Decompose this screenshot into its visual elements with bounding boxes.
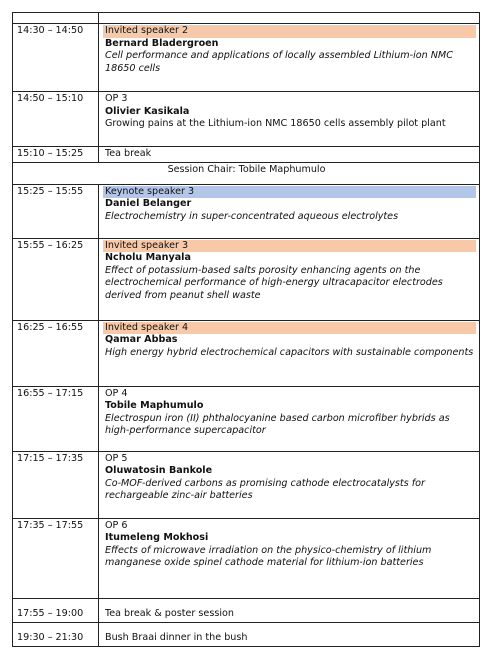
session-tag: OP 4	[105, 387, 128, 399]
time-cell: 17:35 – 17:55	[13, 518, 99, 598]
schedule-table	[12, 12, 480, 647]
table-row	[13, 24, 480, 92]
speaker-name: Daniel Belanger	[105, 198, 192, 209]
talk-title: High energy hybrid electrochemical capacitors with sustainable components	[105, 346, 474, 358]
table-row	[13, 238, 480, 320]
talk-title: Electrospun iron (II) phthalocyanine based carbon microfiber hybrids as high-performance supercapacitor	[105, 412, 450, 436]
table-row	[13, 598, 480, 622]
time-cell: 15:25 – 15:55	[13, 184, 99, 238]
time-cell: 15:10 – 15:25	[13, 147, 99, 163]
event-label: Bush Braai dinner in the bush	[105, 632, 248, 643]
talk-title: Electrochemistry in super-concentrated aqueous electrolytes	[105, 210, 399, 222]
table-row	[13, 386, 480, 451]
table-row	[13, 92, 480, 147]
talk-title: Effects of microwave irradiation on the physico-chemistry of lithium manganese oxide spinel cathode material for lithium-ion batteries	[105, 544, 432, 568]
speaker-name: Oluwatosin Bankole	[105, 465, 213, 476]
table-row	[13, 13, 480, 24]
speaker-name: Itumeleng Mokhosi	[105, 532, 209, 543]
time-cell: 16:25 – 16:55	[13, 320, 99, 386]
content-cell	[99, 238, 480, 320]
session-tag: Keynote speaker 3	[103, 186, 476, 199]
session-tag: OP 5	[105, 452, 128, 464]
content-cell	[99, 518, 480, 598]
content-cell	[99, 13, 480, 24]
session-tag: OP 3	[105, 93, 128, 104]
content-cell	[99, 622, 480, 646]
table-row	[13, 451, 480, 518]
time-cell: 15:55 – 16:25	[13, 238, 99, 320]
content-cell	[99, 386, 480, 451]
session-tag: Invited speaker 4	[103, 322, 476, 335]
table-row	[13, 622, 480, 646]
talk-title: Growing pains at the Lithium-ion NMC 18650 cells assembly pilot plant	[105, 118, 446, 129]
break-label: Tea break	[105, 148, 152, 159]
break-label: Tea break & poster session	[105, 608, 234, 619]
content-cell	[99, 24, 480, 92]
table-row	[13, 147, 480, 163]
time-cell: 14:50 – 15:10	[13, 92, 99, 147]
content-cell	[99, 598, 480, 622]
time-cell	[13, 13, 99, 24]
time-cell: 16:55 – 17:15	[13, 386, 99, 451]
time-cell: 17:55 – 19:00	[13, 598, 99, 622]
content-cell	[99, 320, 480, 386]
time-cell: 14:30 – 14:50	[13, 24, 99, 92]
session-tag: Invited speaker 3	[103, 240, 476, 253]
talk-title: Cell performance and applications of locally assembled Lithium-ion NMC 18650 cells	[105, 50, 453, 74]
content-cell	[99, 92, 480, 147]
table-row	[13, 320, 480, 386]
time-cell: 19:30 – 21:30	[13, 622, 99, 646]
speaker-name: Tobile Maphumulo	[105, 400, 204, 411]
time-cell: 17:15 – 17:35	[13, 451, 99, 518]
content-cell	[99, 451, 480, 518]
session-chair-label: Session Chair: Tobile Maphumulo	[13, 162, 480, 184]
speaker-name: Bernard Bladergroen	[105, 37, 219, 49]
session-chair-row	[13, 162, 480, 184]
table-row	[13, 518, 480, 598]
speaker-name: Qamar Abbas	[105, 334, 178, 345]
speaker-name: Olivier Kasikala	[105, 105, 190, 117]
content-cell	[99, 184, 480, 238]
session-tag: OP 6	[105, 519, 128, 531]
talk-title: Co-MOF-derived carbons as promising cathode electrocatalysts for rechargeable zinc-air batteries	[105, 477, 425, 501]
talk-title: Effect of potassium-based salts porosity enhancing agents on the electrochemical performance of high-energy ultracapacitor electrodes derived from peanut shell waste	[105, 264, 443, 301]
table-row	[13, 184, 480, 238]
speaker-name: Ncholu Manyala	[105, 252, 191, 263]
content-cell	[99, 147, 480, 163]
session-tag: Invited speaker 2	[103, 25, 476, 38]
